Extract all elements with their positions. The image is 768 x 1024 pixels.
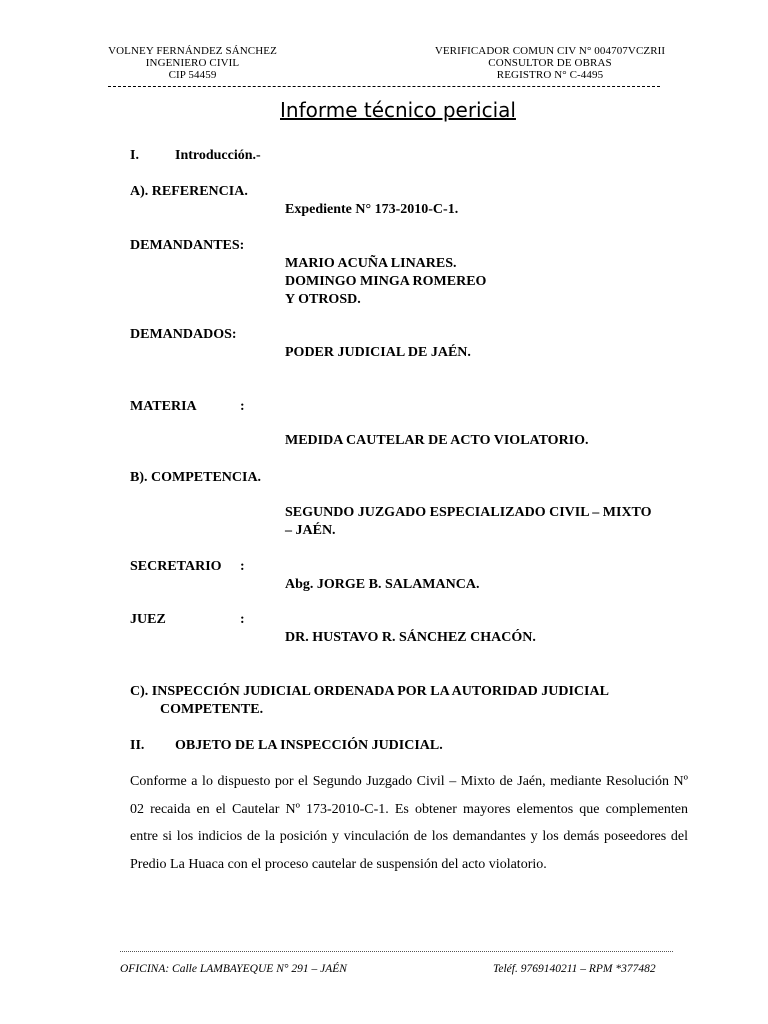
expediente-value: Expediente N° 173-2010-C-1. bbox=[285, 202, 459, 217]
demandados-value: PODER JUDICIAL DE JAÉN. bbox=[285, 345, 471, 360]
footer-divider bbox=[120, 951, 673, 952]
body-paragraph: Conforme a lo dispuesto por el Segundo Juzgado Civil – Mixto de Jaén, mediante Resolución Nº 02 recaida en el Cautelar Nº 173-2010-C-1. Es obtener mayores elementos que complementen entre si los indicios de la posición y vinculación de los demandantes y los demás poseedores del Predio La Huaca con el proceso cautelar de suspensión del acto violatorio. bbox=[130, 774, 688, 872]
competencia-line: – JAÉN. bbox=[285, 523, 336, 538]
demandante-line: MARIO ACUÑA LINARES. bbox=[285, 256, 457, 271]
secretario-label: SECRETARIO bbox=[130, 559, 222, 574]
materia-colon: : bbox=[240, 399, 245, 414]
juez-colon: : bbox=[240, 612, 245, 627]
materia-label: MATERIA bbox=[130, 399, 197, 414]
header-divider bbox=[108, 86, 660, 87]
consultant-role: CONSULTOR DE OBRAS bbox=[488, 57, 612, 69]
section-ii-label: OBJETO DE LA INSPECCIÓN JUDICIAL. bbox=[175, 738, 443, 753]
footer-phone: Teléf. 9769140211 – RPM *377482 bbox=[493, 963, 656, 975]
engineer-name: VOLNEY FERNÁNDEZ SÁNCHEZ bbox=[108, 45, 277, 57]
demandante-line: DOMINGO MINGA ROMEREO bbox=[285, 274, 487, 289]
inspeccion-heading: C). INSPECCIÓN JUDICIAL ORDENADA POR LA AUTORIDAD JUDICIAL bbox=[130, 684, 609, 699]
section-ii-number: II. bbox=[130, 738, 145, 753]
juez-value: DR. HUSTAVO R. SÁNCHEZ CHACÓN. bbox=[285, 630, 536, 645]
engineer-cip: CIP 54459 bbox=[168, 69, 217, 81]
demandantes-label: DEMANDANTES: bbox=[130, 238, 245, 253]
competencia-label: B). COMPETENCIA. bbox=[130, 470, 262, 485]
secretario-value: Abg. JORGE B. SALAMANCA. bbox=[285, 577, 480, 592]
header-left-block bbox=[100, 45, 285, 81]
juez-label: JUEZ bbox=[130, 612, 166, 627]
section-i-number: I. bbox=[130, 148, 139, 163]
engineer-title: INGENIERO CIVIL bbox=[145, 57, 240, 69]
footer-office: OFICINA: Calle LAMBAYEQUE N° 291 – JAÉN bbox=[120, 963, 347, 975]
inspeccion-heading-cont: COMPETENTE. bbox=[160, 702, 264, 717]
demandados-label: DEMANDADOS: bbox=[130, 327, 237, 342]
demandante-line: Y OTROSD. bbox=[285, 292, 361, 307]
materia-value: MEDIDA CAUTELAR DE ACTO VIOLATORIO. bbox=[285, 433, 589, 448]
header-right-block bbox=[420, 45, 680, 81]
section-i-label: Introducción.- bbox=[175, 148, 261, 163]
verifier-id: VERIFICADOR COMUN CIV N° 004707VCZRII bbox=[434, 45, 666, 57]
referencia-label: A). REFERENCIA. bbox=[130, 184, 248, 199]
secretario-colon: : bbox=[240, 559, 245, 574]
document-title: Informe técnico pericial bbox=[280, 98, 516, 122]
competencia-line: SEGUNDO JUZGADO ESPECIALIZADO CIVIL – MIXTO bbox=[285, 505, 652, 520]
registry-number: REGISTRO N° C-4495 bbox=[496, 69, 604, 81]
